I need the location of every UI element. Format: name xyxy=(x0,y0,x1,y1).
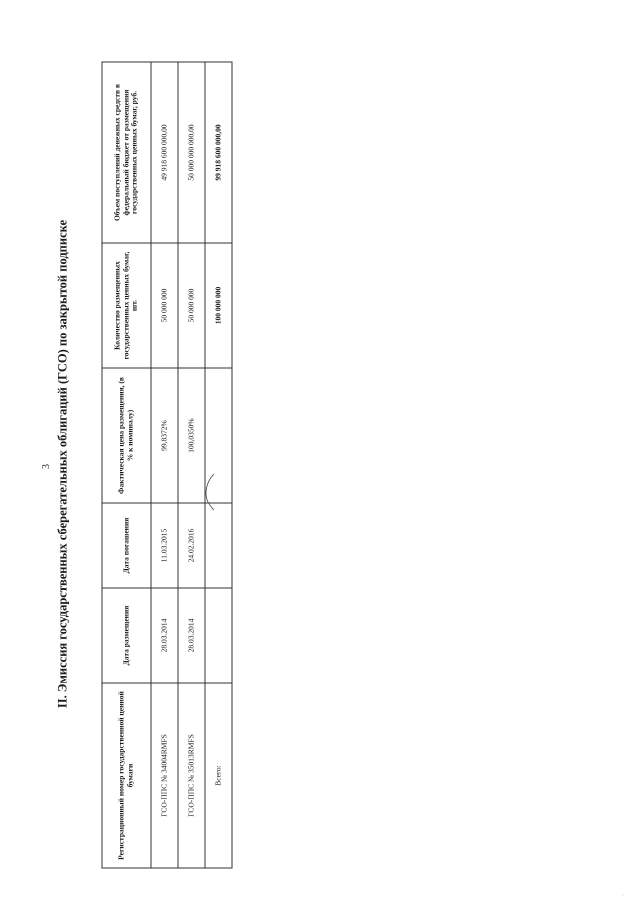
table-total-row xyxy=(205,62,232,868)
cell-quantity: 50 000 000 xyxy=(151,243,178,368)
header-budget-proceeds: Объем поступлений денежных средств в федеральный бюджет от размещения государственных ценных бумаг, руб. xyxy=(102,62,151,243)
pen-mark xyxy=(202,472,216,512)
scan-mark: · xyxy=(622,893,624,899)
cell-actual-price: 100,0350% xyxy=(178,368,205,503)
cell-placement-date: 28.03.2014 xyxy=(151,588,178,683)
header-quantity: Количество размещенных государственных ценных бумаг, шт. xyxy=(102,243,151,368)
cell-reg-number: ГСО-ППС № 35013RMFS xyxy=(178,683,205,868)
cell-maturity-date: 24.02.2016 xyxy=(178,503,205,588)
emission-table xyxy=(102,62,233,869)
table-row xyxy=(151,62,178,868)
cell-placement-date: 28.03.2014 xyxy=(178,588,205,683)
emission-table-container xyxy=(100,61,234,869)
table-header-row xyxy=(102,62,151,868)
section-heading: II. Эмиссия государственных сберегательных облигаций (ГСО) по закрытой подписке xyxy=(55,219,70,709)
total-empty-cell xyxy=(205,588,232,683)
header-actual-price: Фактическая цена размещения, (в % к номиналу) xyxy=(102,368,151,503)
cell-quantity: 50 000 000 xyxy=(178,243,205,368)
total-quantity: 100 000 000 xyxy=(205,243,232,368)
cell-reg-number: ГСО-ППС № 34004RMFS xyxy=(151,683,178,868)
total-amount: 99 918 600 000,00 xyxy=(205,62,232,243)
total-label: Всего: xyxy=(205,683,232,868)
header-placement-date: Дата размещения xyxy=(102,588,151,683)
table-row xyxy=(178,62,205,868)
cell-budget-proceeds: 49 918 600 000,00 xyxy=(151,62,178,243)
total-empty-cell xyxy=(205,503,232,588)
cell-maturity-date: 11.03.2015 xyxy=(151,503,178,588)
cell-budget-proceeds: 50 000 000 000,00 xyxy=(178,62,205,243)
page-number: 3 xyxy=(41,464,52,469)
cell-actual-price: 99,8372% xyxy=(151,368,178,503)
header-maturity-date: Дата погашения xyxy=(102,503,151,588)
header-reg-number: Регистрационный номер государственной ценной бумаги xyxy=(102,683,151,868)
